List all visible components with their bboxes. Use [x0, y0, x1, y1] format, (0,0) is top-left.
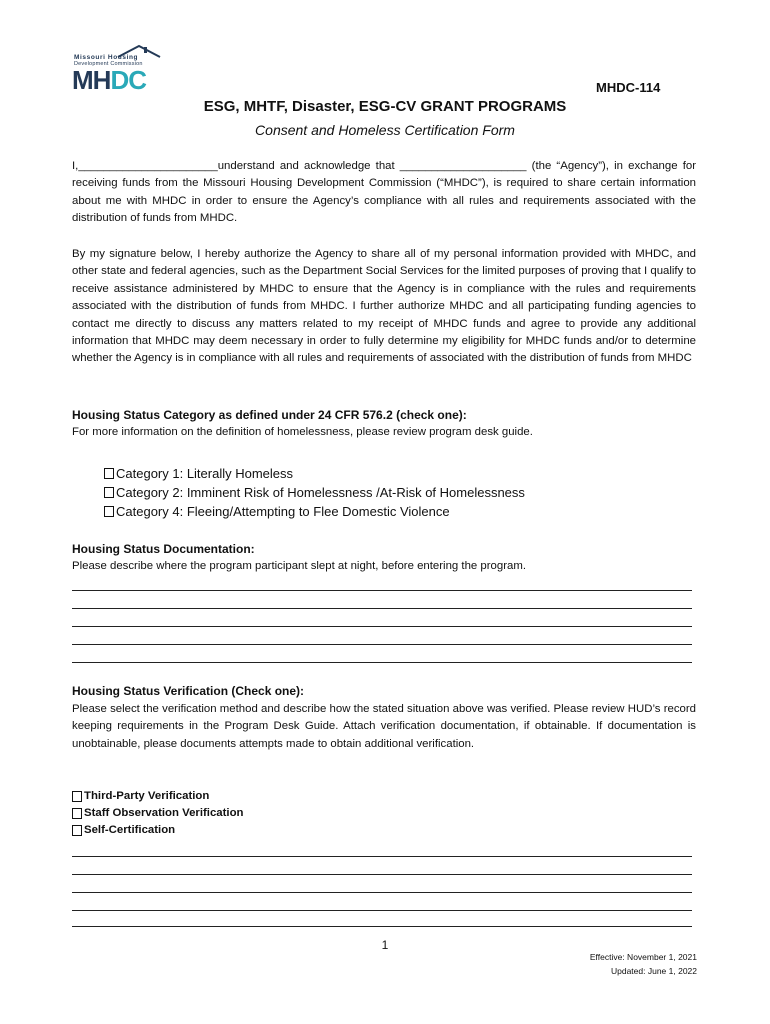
- category-option-1[interactable]: [104, 464, 293, 483]
- checkbox-icon[interactable]: [104, 468, 114, 479]
- consent-paragraph: I,______________________understand and acknowledge that ____________________ (the “Agency”), in exchange for receiving funds from the Missouri Housing Development Commission (“MHDC”), is required to share certain information about me with MHDC in order to ensure the Agency’s compliance with all rules and requirements associated with the distribution of funds from MHDC.: [72, 160, 696, 225]
- verification-option-label: Staff Observation Verification: [84, 807, 244, 819]
- page-number: 1: [381, 938, 389, 952]
- logo-line-2: Development Commission: [74, 61, 143, 67]
- form-title: ESG, MHTF, Disaster, ESG-CV GRANT PROGRAMS: [203, 98, 567, 115]
- documentation-heading: Housing Status Documentation:: [72, 542, 255, 556]
- documentation-answer-line[interactable]: [72, 590, 692, 591]
- footer-effective-date: Effective: November 1, 2021: [589, 952, 697, 962]
- footer-updated-date: Updated: June 1, 2022: [610, 966, 697, 976]
- verification-answer-line[interactable]: [72, 926, 692, 927]
- form-id: MHDC-114: [596, 80, 661, 95]
- category-heading: Housing Status Category as defined under 24 CFR 576.2 (check one):: [72, 408, 467, 422]
- verification-answer-line[interactable]: [72, 856, 692, 857]
- verification-option-self-certification[interactable]: [72, 822, 175, 840]
- verification-answer-line[interactable]: [72, 892, 692, 893]
- logo-mark: [72, 66, 146, 94]
- documentation-note: Please describe where the program participant slept at night, before entering the program.: [72, 560, 526, 572]
- form-subtitle: Consent and Homeless Certification Form: [255, 122, 515, 138]
- category-option-label: Category 2: Imminent Risk of Homelessness /At-Risk of Homelessness: [116, 485, 525, 500]
- verification-option-label: Third-Party Verification: [84, 790, 210, 802]
- category-option-2[interactable]: [104, 483, 525, 502]
- verification-answer-line[interactable]: [72, 874, 692, 875]
- logo-mark-main: MH: [72, 65, 111, 95]
- category-option-label: Category 1: Literally Homeless: [116, 466, 294, 481]
- logo-line-1: Missouri Housing: [74, 54, 139, 61]
- documentation-answer-line[interactable]: [72, 644, 692, 645]
- verification-heading: Housing Status Verification (Check one):: [72, 684, 305, 698]
- checkbox-icon[interactable]: [72, 808, 82, 819]
- checkbox-icon[interactable]: [104, 487, 114, 498]
- documentation-answer-line[interactable]: [72, 662, 692, 663]
- checkbox-icon[interactable]: [104, 506, 114, 517]
- verification-option-label: Self-Certification: [84, 824, 176, 836]
- verification-note: Please select the verification method and describe how the stated situation above was verified. Please review HUD’s record keeping requirements in the Program Desk Guide. Attach verification documentation, if obtainable. If documentation is unobtainable, please documents attempts made to obtain additional verification.: [72, 703, 696, 750]
- verification-option-staff-observation[interactable]: [72, 805, 244, 823]
- checkbox-icon[interactable]: [72, 791, 82, 802]
- mhdc-logo: [72, 44, 162, 96]
- authorization-paragraph: By my signature below, I hereby authorize the Agency to share all of my personal information provided with MHDC, and other state and federal agencies, such as the Department Social Services for the limited purposes of proving that I qualify to receive assistance administered by MHDC to ensure that the Agency is in compliance with the rules and requirements associated with the distribution of funds from MHDC. I further authorize MHDC and all participating funding agencies to contact me directly to discuss any matters related to my receipt of MHDC funds and agree to provide any additional information that MHDC may deem necessary in order to fully determine my eligibility for MHDC funds and/or to determine whether the Agency is in compliance with all rules and requirements of associated with the distribution of funds from MHDC: [72, 248, 696, 365]
- logo-mark-accent: DC: [110, 65, 146, 95]
- verification-option-third-party[interactable]: [72, 788, 209, 806]
- checkbox-icon[interactable]: [72, 825, 82, 836]
- category-option-label: Category 4: Fleeing/Attempting to Flee Domestic Violence: [116, 504, 450, 519]
- verification-answer-line[interactable]: [72, 910, 692, 911]
- category-option-4[interactable]: [104, 502, 450, 521]
- category-note: For more information on the definition of homelessness, please review program desk guide.: [72, 426, 533, 438]
- documentation-answer-line[interactable]: [72, 626, 692, 627]
- documentation-answer-line[interactable]: [72, 608, 692, 609]
